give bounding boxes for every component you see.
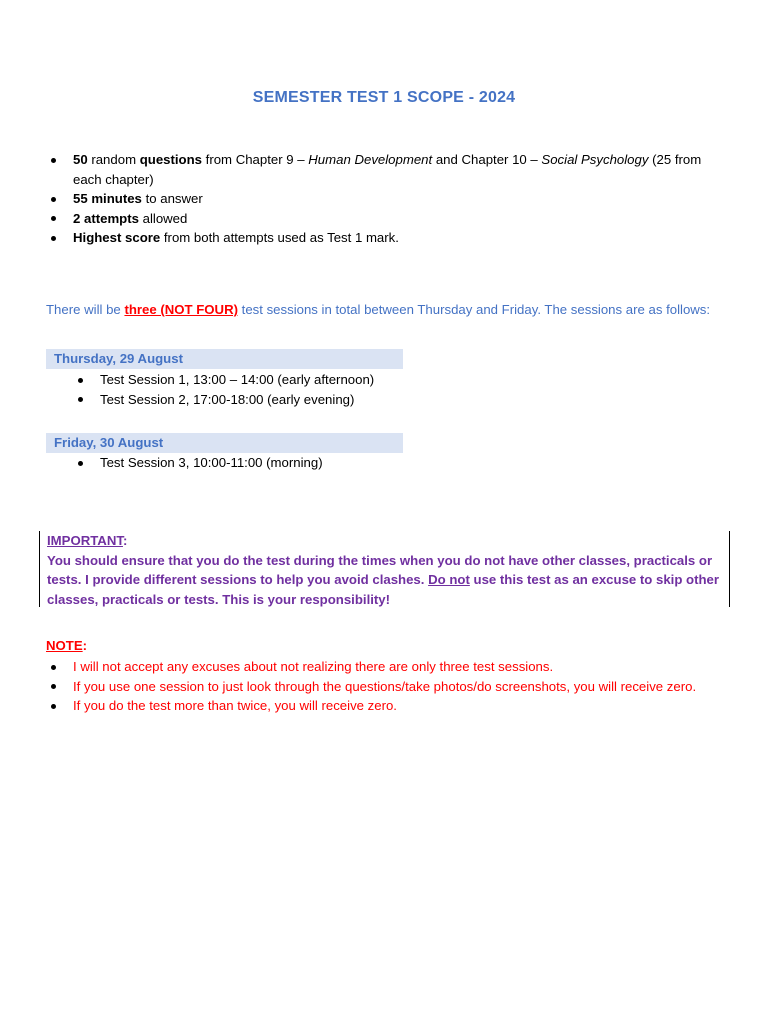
scope-list: [73, 150, 723, 248]
sessions-intro: There will be three (NOT FOUR) test sessions in total between Thursday and Friday. The sessions are as follows:: [46, 302, 711, 317]
thursday-session-list: [100, 370, 600, 409]
day-heading-friday: Friday, 30 August: [46, 433, 403, 453]
day-heading-thursday: Thursday, 29 August: [46, 349, 403, 369]
scope-item-score: Highest score from both attempts used as Test 1 mark.: [73, 228, 723, 248]
important-notice: [39, 531, 730, 607]
session-item: Test Session 3, 10:00-11:00 (morning): [100, 453, 600, 473]
note-item: If you do the test more than twice, you will receive zero.: [73, 696, 733, 716]
session-item: Test Session 2, 17:00-18:00 (early evening): [100, 390, 600, 410]
note-item: If you use one session to just look through the questions/take photos/do screenshots, you will receive zero.: [73, 677, 733, 697]
question-count: 50: [73, 152, 88, 167]
session-item: Test Session 1, 13:00 – 14:00 (early afternoon): [100, 370, 600, 390]
friday-session-list: [100, 453, 600, 473]
chapter-10-name: Social Psychology: [541, 152, 649, 167]
note-list: [73, 657, 733, 716]
scope-item-duration: 55 minutes to answer: [73, 189, 723, 209]
scope-item-questions: 50 random questions from Chapter 9 – Human Development and Chapter 10 – Social Psychology (25 from each chapter): [73, 150, 723, 189]
scope-item-attempts: 2 attempts allowed: [73, 209, 723, 229]
page-title: SEMESTER TEST 1 SCOPE - 2024: [252, 89, 516, 106]
note-item: I will not accept any excuses about not realizing there are only three test sessions.: [73, 657, 733, 677]
important-heading: IMPORTANT:: [47, 533, 128, 548]
chapter-9-name: Human Development: [308, 152, 433, 167]
session-count-emphasis: three (NOT FOUR): [124, 302, 238, 317]
important-body: You should ensure that you do the test during the times when you do not have other classes, practicals or tests. I provide different sessions to help you avoid clashes. Do not use this test as an excuse to skip other classes, practicals or tests. This is your responsibility!: [47, 552, 720, 607]
note-heading: NOTE:: [46, 638, 88, 653]
